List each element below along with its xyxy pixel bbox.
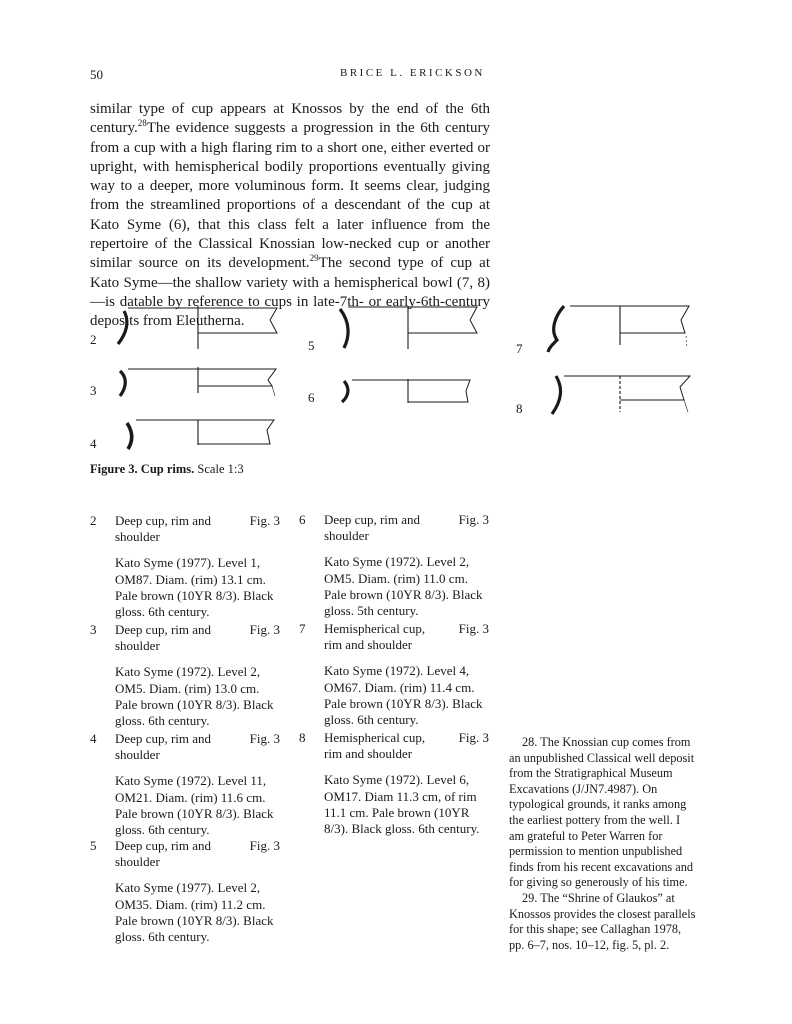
figure-caption-scale: Scale 1:3 xyxy=(197,462,244,476)
catalog-entry xyxy=(299,512,489,619)
cup-rim-profile-8 xyxy=(552,376,690,414)
figure-label-4: 4 xyxy=(90,436,97,451)
catalog-entry xyxy=(90,622,280,729)
catalog-number: 4 xyxy=(90,731,97,746)
catalog-description: Kato Syme (1972). Level 4, OM67. Diam. (rim) 11.4 cm. Pale brown (10YR 8/3). Black gloss. 6th century. xyxy=(324,663,483,728)
cup-rim-profile-3 xyxy=(120,367,276,396)
body-sentence-3: The second type of cup at Kato Syme—the shallow variety with a hemispherical bowl (7, 8)—is datable by reference to cups in late-7th- or early-6th-century deposits from Eleutherna. xyxy=(90,255,490,330)
body-sentence-1: similar type of cup appears at Knossos by the end of the 6th century. xyxy=(90,101,490,137)
catalog-number: 3 xyxy=(90,622,97,637)
body-sentence-2: The evidence suggests a progression in the 6th century from a cup with a high flaring rim to a short one, either everted or upright, with hemispherical bodily proportions eventually giving way to a deeper, more voluminous form. It seems clear, judging from the streamlined proportions of a descendant of the cup at Kato Syme (6), that this class felt a later influence from the repertoire of the Classical Knossian low-necked cup or another similar source on its development. xyxy=(90,120,490,272)
catalog-number: 2 xyxy=(90,513,97,528)
catalog-entry xyxy=(90,513,280,620)
figure-caption-title: Figure 3. Cup rims. xyxy=(90,462,195,476)
cup-rim-profile-7 xyxy=(548,306,689,352)
catalog-figure-ref[interactable]: Fig. 3 xyxy=(249,731,280,746)
footnote-28: 28. The Knossian cup comes from an unpublished Classical well deposit from the Stratigraphical Museum Excavations (J/JN7.4987). On typological grounds, it ranks among the earliest pottery from the well. I am grateful to Peter Warren for permission to mention unpublished finds from his recent excavations and for giving so generously of his time. xyxy=(509,735,695,890)
catalog-figure-ref[interactable]: Fig. 3 xyxy=(249,513,280,528)
catalog-entry xyxy=(299,621,489,728)
catalog-number: 6 xyxy=(299,512,306,527)
catalog-description: Kato Syme (1977). Level 2, OM35. Diam. (rim) 11.2 cm. Pale brown (10YR 8/3). Black gloss. 6th century. xyxy=(115,880,274,945)
catalog-description: Kato Syme (1972). Level 11, OM21. Diam. (rim) 11.6 cm. Pale brown (10YR 8/3). Black gloss. 6th century. xyxy=(115,773,274,838)
running-head-author: BRICE L. ERICKSON xyxy=(340,67,485,79)
catalog-title: Hemispherical cup, rim and shoulder xyxy=(324,621,426,653)
catalog-number: 8 xyxy=(299,730,306,745)
catalog-description: Kato Syme (1977). Level 1, OM87. Diam. (rim) 13.1 cm. Pale brown (10YR 8/3). Black gloss. 6th century. xyxy=(115,555,274,620)
catalog-title: Deep cup, rim and shoulder xyxy=(115,731,212,763)
footnote-ref-28[interactable]: 28 xyxy=(137,118,147,129)
figure-label-5: 5 xyxy=(308,338,315,353)
catalog-title: Deep cup, rim and shoulder xyxy=(115,622,212,654)
figure-label-3: 3 xyxy=(90,383,97,398)
figure-label-7: 7 xyxy=(516,341,523,356)
catalog-number: 7 xyxy=(299,621,306,636)
catalog-entry xyxy=(90,838,280,945)
cup-rim-profile-2 xyxy=(118,306,277,349)
catalog-title: Hemispherical cup, rim and shoulder xyxy=(324,730,426,762)
catalog-title: Deep cup, rim and shoulder xyxy=(324,512,421,544)
catalog-title: Deep cup, rim and shoulder xyxy=(115,838,212,870)
catalog-figure-ref[interactable]: Fig. 3 xyxy=(458,621,489,636)
catalog-entry xyxy=(299,730,489,837)
footnote-29: 29. The “Shrine of Glaukos” at Knossos provides the closest parallels for this shape; see Callaghan 1978, pp. 6–7, nos. 10–12, fig. 5, pl. 2. xyxy=(509,890,696,952)
figure-caption xyxy=(90,462,244,477)
catalog-title: Deep cup, rim and shoulder xyxy=(115,513,212,545)
page-number: 50 xyxy=(90,67,103,82)
cup-rim-profile-4 xyxy=(127,420,274,449)
figure-label-2: 2 xyxy=(90,332,97,347)
footnotes xyxy=(509,735,697,953)
figure-label-6: 6 xyxy=(308,390,315,405)
catalog-figure-ref[interactable]: Fig. 3 xyxy=(249,622,280,637)
catalog-figure-ref[interactable]: Fig. 3 xyxy=(458,730,489,745)
cup-rims-figure xyxy=(0,290,792,460)
cup-rim-profile-5 xyxy=(340,306,477,349)
catalog-description: Kato Syme (1972). Level 6, OM17. Diam 11.3 cm, of rim 11.1 cm. Pale brown (10YR 8/3). Black gloss. 6th century. xyxy=(324,772,480,837)
catalog-figure-ref[interactable]: Fig. 3 xyxy=(458,512,489,527)
catalog-description: Kato Syme (1972). Level 2, OM5. Diam. (rim) 13.0 cm. Pale brown (10YR 8/3). Black gloss. 6th century. xyxy=(115,664,274,729)
cup-rim-profile-6 xyxy=(342,379,470,403)
catalog-description: Kato Syme (1972). Level 2, OM5. Diam. (rim) 11.0 cm. Pale brown (10YR 8/3). Black gloss. 5th century. xyxy=(324,554,483,619)
catalog-entry xyxy=(90,731,280,838)
figure-label-8: 8 xyxy=(516,401,523,416)
footnote-ref-29[interactable]: 29 xyxy=(309,253,319,264)
catalog-number: 5 xyxy=(90,838,97,853)
catalog-figure-ref[interactable]: Fig. 3 xyxy=(249,838,280,853)
